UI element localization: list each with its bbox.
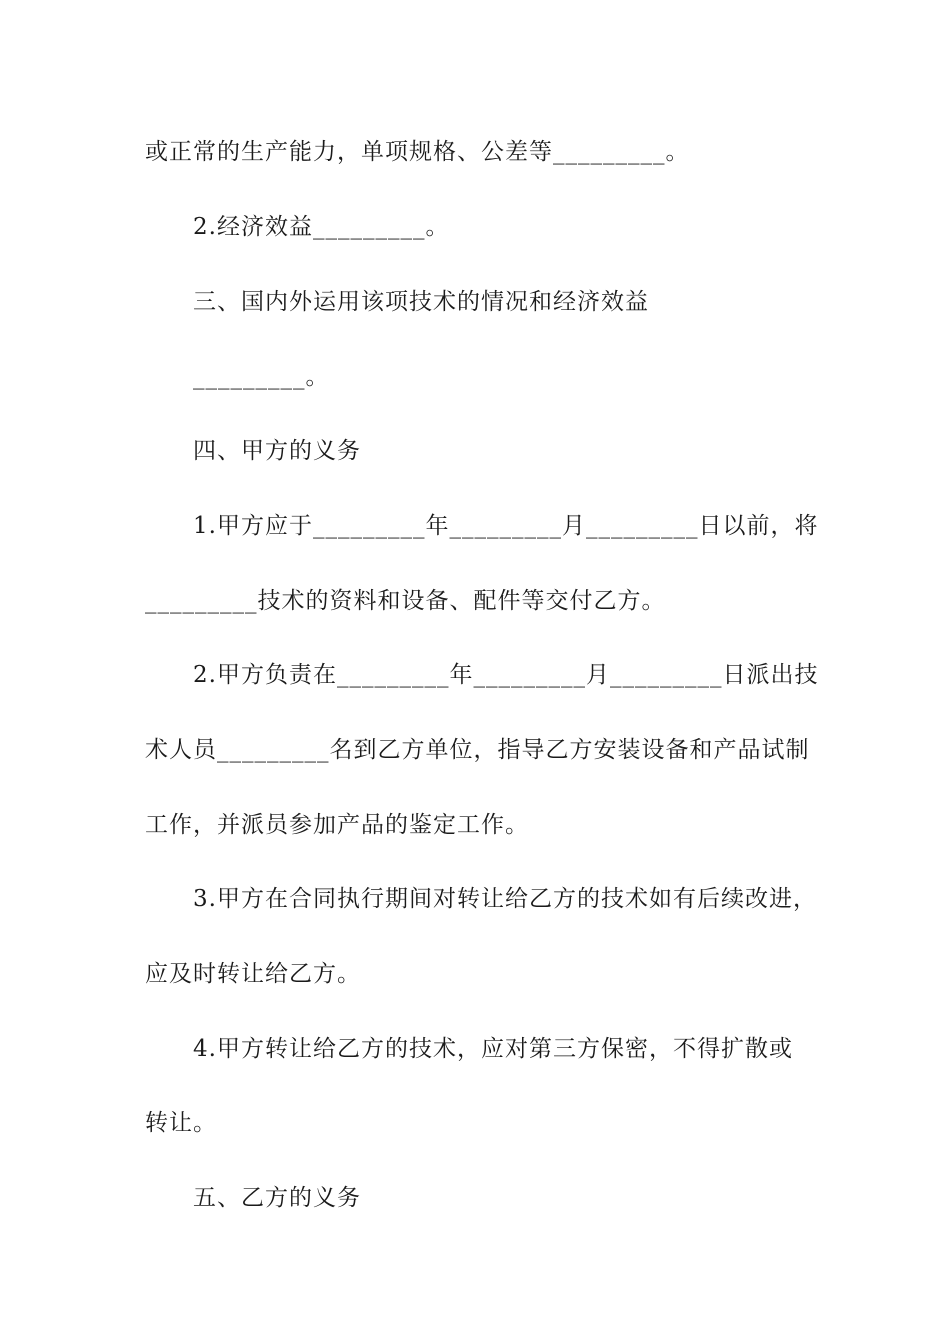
section-heading: 五、乙方的义务 xyxy=(193,1185,361,1211)
paragraph-line: _________技术的资料和设备、配件等交付乙方。 xyxy=(145,588,666,614)
paragraph-line: 2.甲方负责在_________年_________月_________日派出技 xyxy=(193,662,819,688)
paragraph-line: 或正常的生产能力，单项规格、公差等_________。 xyxy=(145,139,690,165)
paragraph-line: 工作，并派员参加产品的鉴定工作。 xyxy=(145,812,529,838)
paragraph-line: 3.甲方在合同执行期间对转让给乙方的技术如有后续改进， xyxy=(193,886,817,912)
paragraph-line: 1.甲方应于_________年_________月_________日以前，将 xyxy=(193,513,819,539)
paragraph-line: 4.甲方转让给乙方的技术，应对第三方保密，不得扩散或 xyxy=(193,1036,793,1062)
paragraph-line: 转让。 xyxy=(145,1110,217,1136)
paragraph-line: 应及时转让给乙方。 xyxy=(145,961,361,987)
paragraph-line: _________。 xyxy=(193,364,330,390)
section-heading: 三、国内外运用该项技术的情况和经济效益 xyxy=(193,289,649,315)
paragraph-line: 术人员_________名到乙方单位，指导乙方安装设备和产品试制 xyxy=(145,737,810,763)
paragraph-line: 2.经济效益_________。 xyxy=(193,214,450,240)
section-heading: 四、甲方的义务 xyxy=(193,438,361,464)
